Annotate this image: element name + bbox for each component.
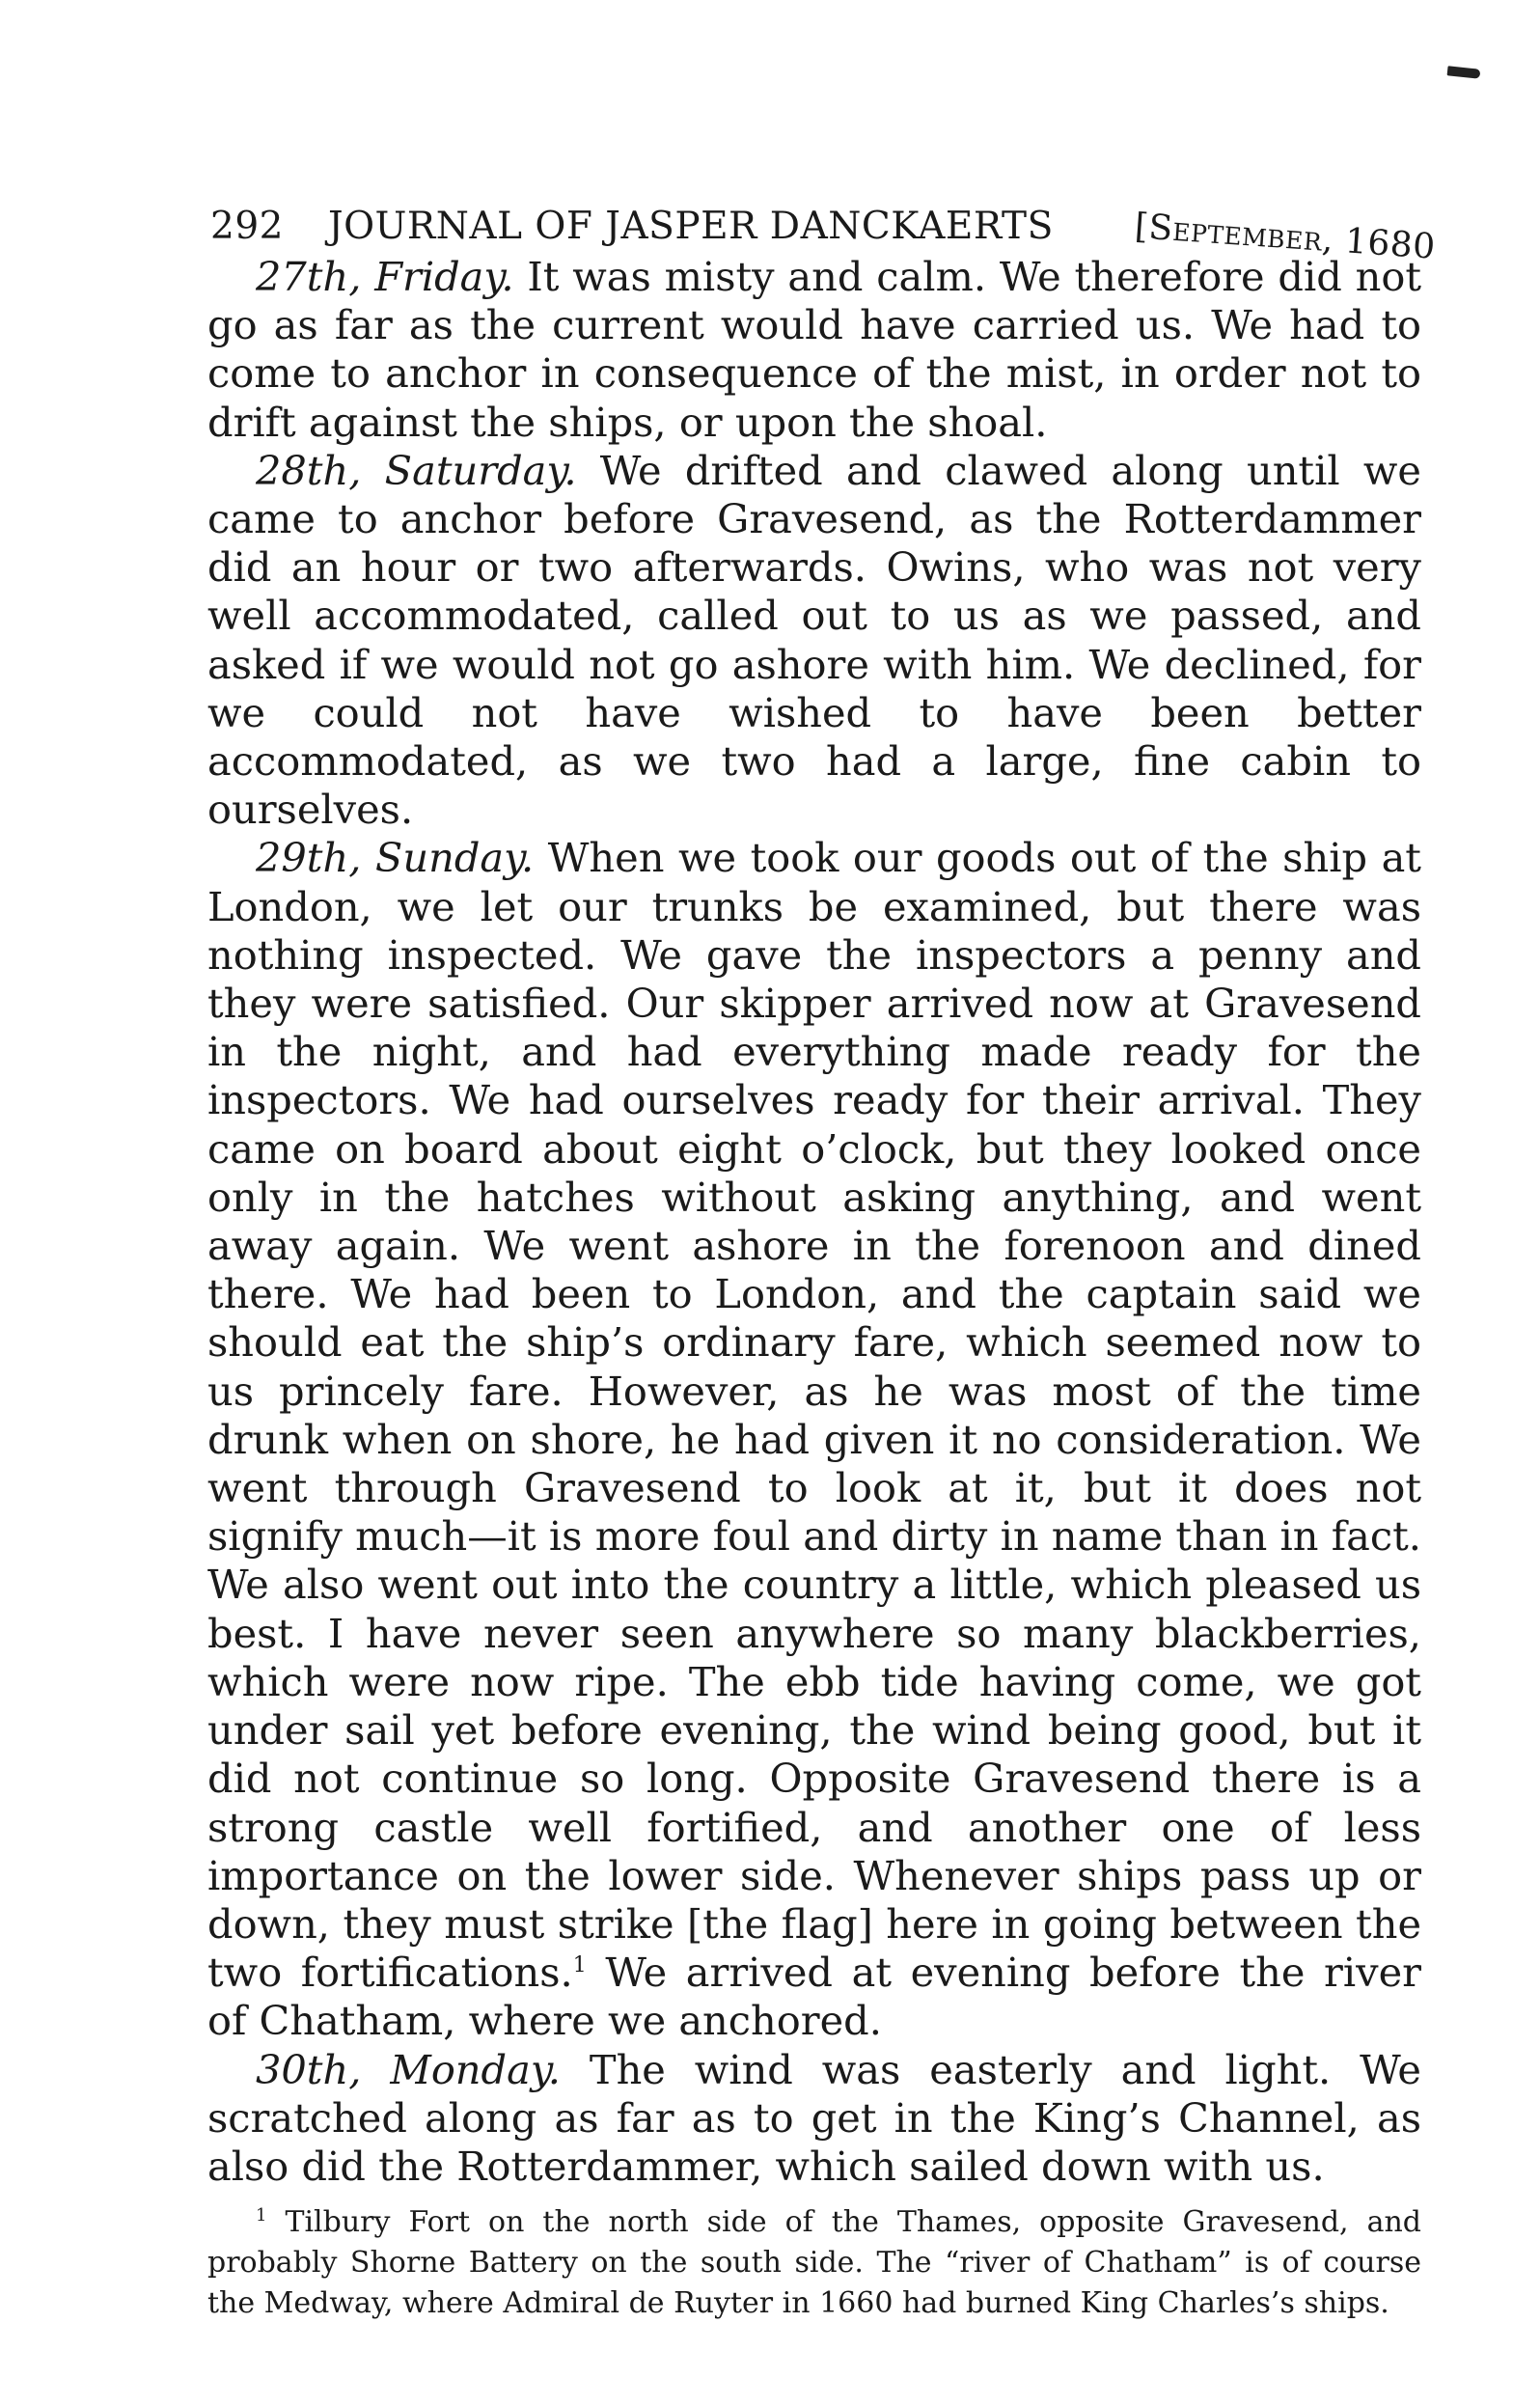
footnote-reference[interactable]: 1	[572, 1953, 587, 1978]
running-head	[210, 205, 1437, 267]
entry-day-heading: 30th, Monday.	[256, 2045, 561, 2093]
footnote-text: Tilbury Fort on the north side of the Thames, opposite Gravesend, and probably Shorne Battery on the south side. The “river of Chatham” is of course the Medway, where Admiral de Ruyter in 1660 had burned King Charles’s ships.	[207, 2205, 1421, 2320]
entry-text: It was misty and calm. We therefore did not go as far as the current would have carried us. We had to come to anchor in consequence of the mist, in order not to drift against the ships, or upon the shoal.	[207, 253, 1421, 446]
journal-entry-27th	[207, 253, 1421, 447]
running-head-title: JOURNAL OF JASPER DANCKAERTS	[327, 205, 1054, 248]
journal-entry-28th	[207, 447, 1421, 835]
journal-body	[207, 253, 1421, 2191]
running-head-date: [September, 1680	[1133, 207, 1437, 267]
footnote-marker: 1	[256, 2205, 267, 2226]
journal-entry-30th	[207, 2046, 1421, 2192]
scan-artifact-mark	[1447, 66, 1481, 78]
entry-day-heading: 28th, Saturday.	[256, 446, 577, 494]
entry-text: The wind was easterly and light. We scratched along as far as to get in the King’s Channel, as also did the Rotterdammer, which sailed down with us.	[207, 2045, 1421, 2190]
entry-day-heading: 27th, Friday.	[256, 253, 514, 300]
footnote-paragraph	[207, 2202, 1421, 2324]
entry-text: We drifted and clawed along until we came to anchor before Gravesend, as the Rotterdammer did an hour or two afterwards. Owins, who was not very well accommodated, called out to us as we passed, and asked if we would not go ashore with him. We declined, for we could not have wished to have been better accommodated, as we two had a large, fine cabin to ourselves.	[207, 446, 1421, 834]
journal-entry-29th	[207, 834, 1421, 2045]
page-number: 292	[210, 205, 284, 248]
footnote	[207, 2202, 1421, 2324]
entry-day-heading: 29th, Sunday.	[256, 834, 535, 882]
entry-text-continued: We arrived at evening before the river of Chatham, where we anchored.	[207, 1949, 1422, 2045]
entry-text: When we took our goods out of the ship at London, we let our trunks be examined, but there was nothing inspected. We gave the inspectors a penny and they were satisfied. Our skipper arrived now at Gravesend in the night, and had everything made ready for the inspectors. We had ourselves ready for their arrival. They came on board about eight o’clock, but they looked once only in the hatches without asking anything, and went away again. We went ashore in the forenoon and dined there. We had been to London, and the captain said we should eat the ship’s ordinary fare, which seemed now to us princely fare. However, as he was most of the time drunk when on shore, he had given it no consideration. We went through Gravesend to look at it, but it does not signify much—it is more foul and dirty in name than in fact. We also went out into the country a little, which pleased us best. I have never seen anywhere so many blackberries, which were now ripe. The ebb tide having come, we got under sail yet before evening, the wind being good, but it did not continue so long. Opposite Gravesend there is a strong castle well fortified, and another one of less importance on the lower side. Whenever ships pass up or down, they must strike [the flag] here in going between the two fortifications.	[207, 834, 1421, 1997]
